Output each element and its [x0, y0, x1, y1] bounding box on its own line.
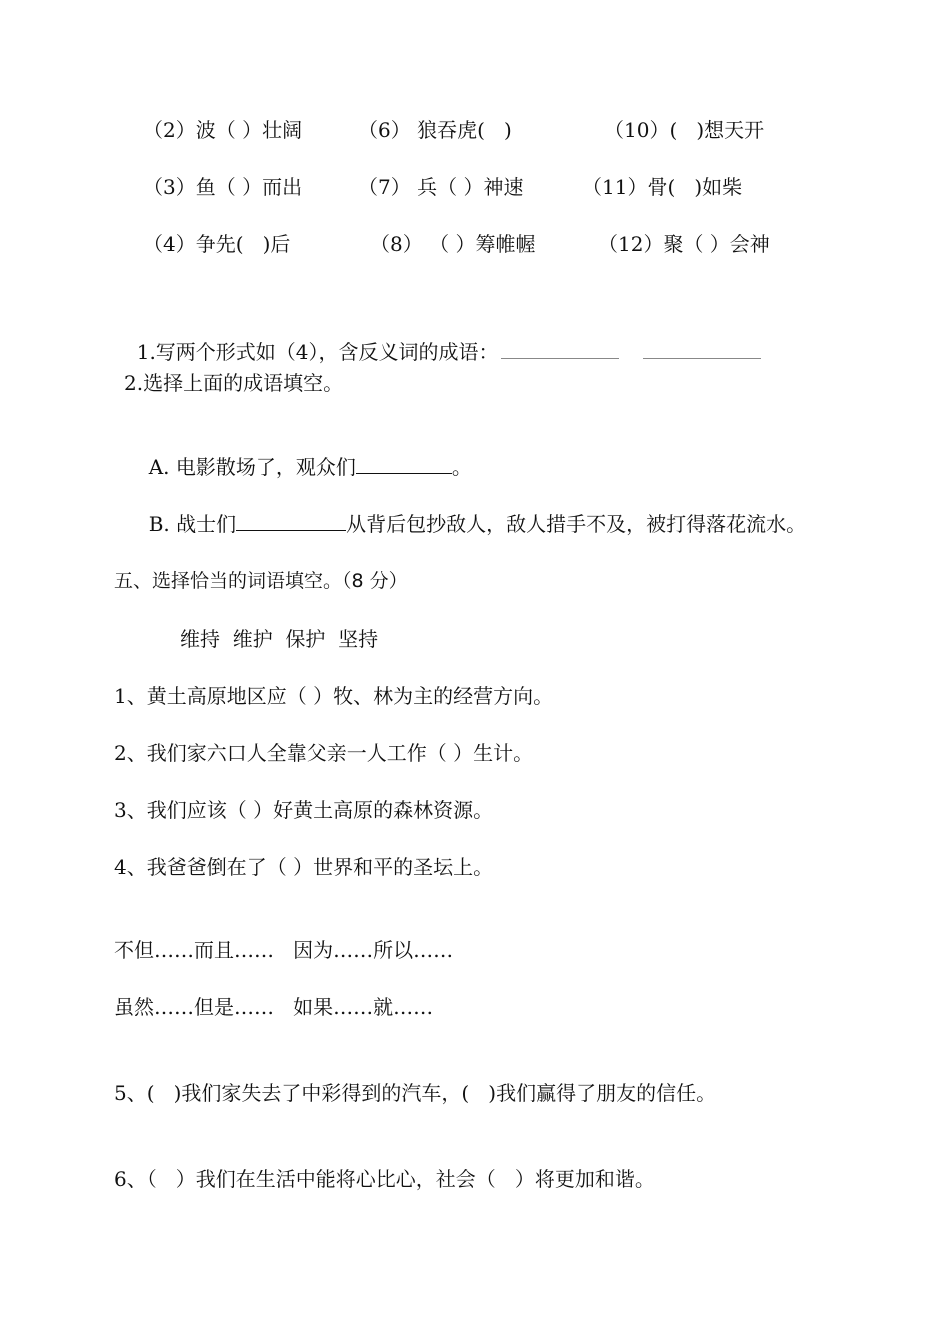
- idiom-10: （10）( )想天开: [604, 118, 765, 142]
- idiom-4: （4）争先( )后: [143, 232, 291, 256]
- idiom-7: （7） 兵（ ）神速: [358, 175, 524, 199]
- idiom-2: （2）波（ ）壮阔: [143, 118, 303, 142]
- question-2a-text: A. 电影散场了，观众们: [148, 455, 356, 479]
- section-5-item-2: 2、我们家六口人全靠父亲一人工作（ ）生计。: [114, 741, 534, 765]
- connectives-row-2: 虽然……但是…… 如果……就……: [114, 995, 434, 1019]
- idiom-8: （8） （ ）筹帷幄: [370, 232, 536, 256]
- section-5-item-5: 5、( )我们家失去了中彩得到的汽车，( )我们赢得了朋友的信任。: [114, 1081, 717, 1105]
- question-1: [124, 313, 761, 365]
- question-1-text: 1.写两个形式如（4），含反义词的成语：: [136, 340, 499, 364]
- section-5-title: 五、选择恰当的词语填空。（8 分）: [114, 570, 408, 592]
- section-5-item-1: 1、黄土高原地区应（ ）牧、林为主的经营方向。: [114, 684, 554, 708]
- answer-blank-1[interactable]: [501, 358, 619, 359]
- idiom-6: （6） 狼吞虎( ): [358, 118, 512, 142]
- idiom-3: （3）鱼（ ）而出: [143, 175, 303, 199]
- question-2b: [136, 485, 806, 537]
- section-5-item-6: 6、（ ）我们在生活中能将心比心，社会（ ）将更加和谐。: [114, 1167, 655, 1191]
- question-2b-text: B. 战士们: [148, 512, 237, 536]
- answer-blank-2b[interactable]: [236, 530, 346, 531]
- word-choices: 维持 维护 保护 坚持: [180, 627, 379, 651]
- question-2b-end: 从背后包抄敌人，敌人措手不及，被打得落花流水。: [346, 512, 807, 536]
- question-2a: [136, 428, 472, 480]
- connectives-row-1: 不但……而且…… 因为……所以……: [114, 938, 454, 962]
- question-2a-end: 。: [451, 455, 472, 479]
- idiom-11: （11）骨( )如柴: [582, 175, 743, 199]
- answer-blank-2[interactable]: [643, 358, 761, 359]
- idiom-12: （12）聚（ ）会神: [598, 232, 770, 256]
- answer-blank-2a[interactable]: [356, 473, 452, 474]
- section-5-item-4: 4、我爸爸倒在了（ ）世界和平的圣坛上。: [114, 855, 494, 879]
- question-2: 2.选择上面的成语填空。: [124, 371, 344, 395]
- section-5-item-3: 3、我们应该（ ）好黄土高原的森林资源。: [114, 798, 494, 822]
